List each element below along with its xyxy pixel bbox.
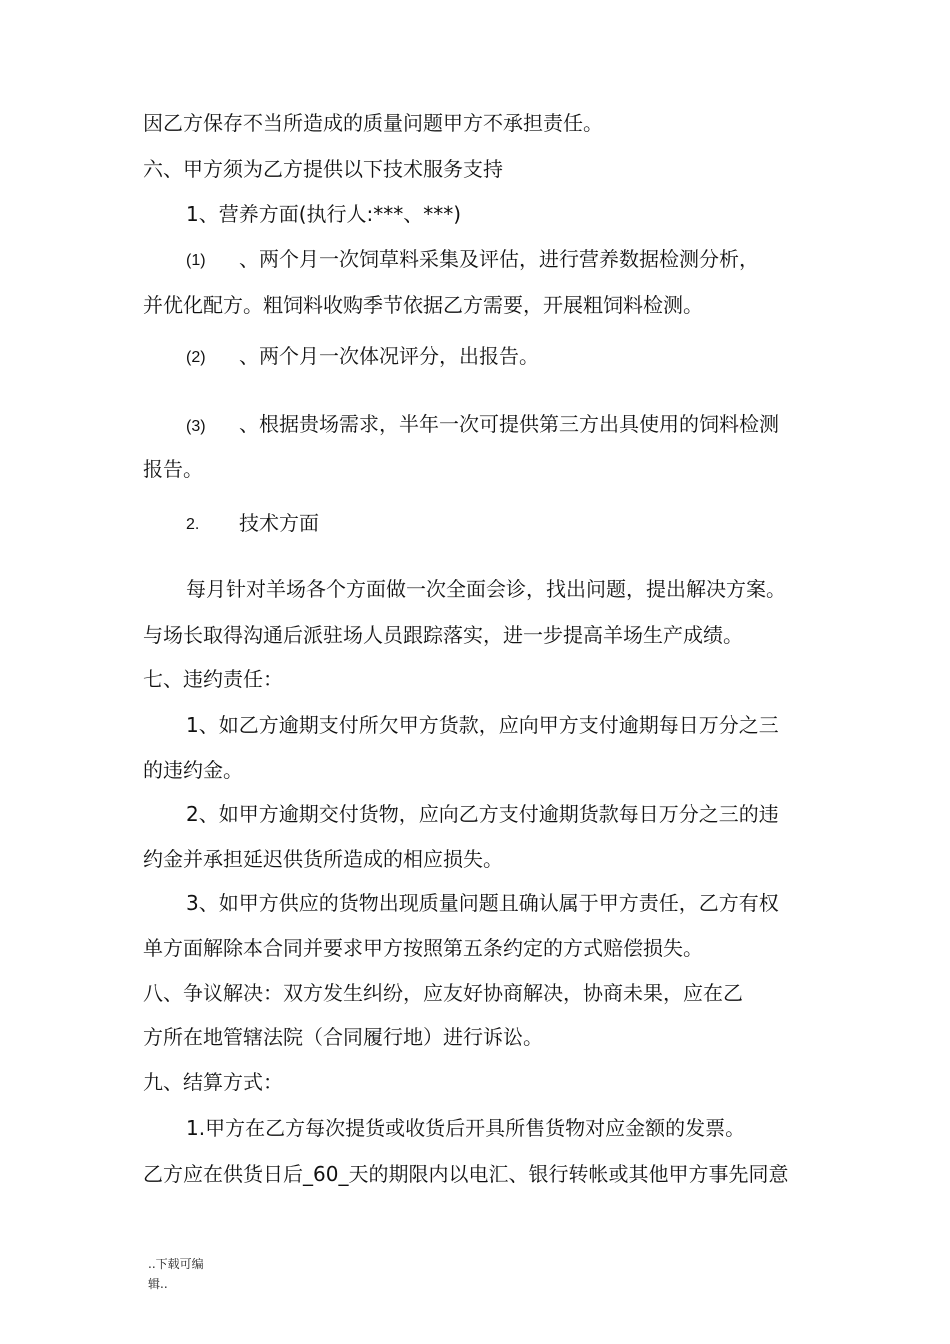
item-number: (3) — [186, 418, 206, 435]
text-line: 2、如甲方逾期交付货物，应向乙方支付逾期货款每日万分之三的违 — [186, 802, 779, 826]
section-heading: 九、结算方式： — [143, 1070, 283, 1094]
text-line: 每月针对羊场各个方面做一次全面会诊，找出问题，提出解决方案。 — [186, 577, 786, 601]
text-line: 报告。 — [143, 457, 203, 481]
text-line: 3、如甲方供应的货物出现质量问题且确认属于甲方责任，乙方有权 — [186, 891, 779, 915]
item-number: (2) — [186, 349, 206, 366]
section-heading: 八、争议解决：双方发生纠纷，应友好协商解决，协商未果，应在乙 — [143, 981, 743, 1005]
text-line: 、两个月一次饲草料采集及评估，进行营养数据检测分析， — [239, 247, 759, 271]
item-number: 2. — [186, 516, 200, 533]
section-heading: 七、违约责任： — [143, 667, 283, 691]
text-line: 并优化配方。粗饲料收购季节依据乙方需要，开展粗饲料检测。 — [143, 293, 703, 317]
text-line: 1.甲方在乙方每次提货或收货后开具所售货物对应金额的发票。 — [186, 1116, 746, 1140]
text-line: 、两个月一次体况评分，出报告。 — [239, 344, 539, 368]
text-line: 乙方应在供货日后_60_天的期限内以电汇、银行转帐或其他甲方事先同意 — [143, 1162, 789, 1186]
section-heading: 六、甲方须为乙方提供以下技术服务支持 — [143, 157, 503, 181]
text-line: 单方面解除本合同并要求甲方按照第五条约定的方式赔偿损失。 — [143, 936, 703, 960]
item-number: (1) — [186, 252, 206, 269]
text-line: 1、如乙方逾期支付所欠甲方货款，应向甲方支付逾期每日万分之三 — [186, 713, 779, 737]
text-line: 与场长取得沟通后派驻场人员跟踪落实，进一步提高羊场生产成绩。 — [143, 623, 743, 647]
footer-note: 辑.. — [148, 1277, 168, 1291]
text-line: 的违约金。 — [143, 758, 243, 782]
text-line: 、根据贵场需求，半年一次可提供第三方出具使用的饲料检测 — [239, 412, 779, 436]
subsection-heading: 1、营养方面(执行人:***、***) — [186, 202, 462, 226]
footer-note: ..下载可编 — [148, 1257, 204, 1271]
text-line: 方所在地管辖法院（合同履行地）进行诉讼。 — [143, 1025, 543, 1049]
subsection-heading: 技术方面 — [239, 511, 319, 535]
text-line: 因乙方保存不当所造成的质量问题甲方不承担责任。 — [143, 111, 603, 135]
text-line: 约金并承担延迟供货所造成的相应损失。 — [143, 847, 503, 871]
